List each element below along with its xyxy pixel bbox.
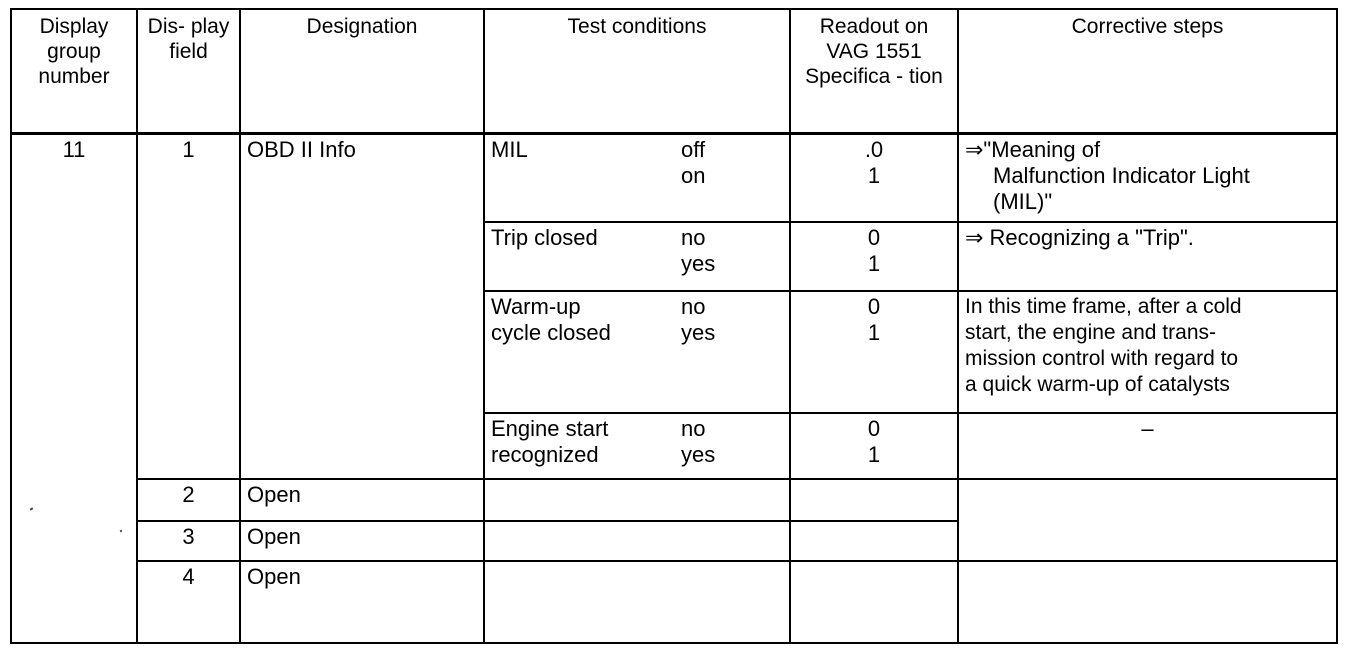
corrective-text: (MIL)" (993, 188, 1053, 214)
corrective-cell (958, 222, 1337, 291)
header-designation: Designation (240, 9, 484, 133)
field-cell (137, 521, 240, 561)
header-display-group-number: Display group number (11, 9, 137, 133)
field-number: 2 (182, 482, 195, 507)
condition-label: MIL (491, 136, 528, 162)
corrective-cell (958, 291, 1337, 413)
designation-cell (240, 521, 484, 561)
readout-value: 0 (867, 416, 881, 441)
corrective-text: ⇒ Recognizing a "Trip". (965, 225, 1194, 250)
corrective-text: mission control with regard to (965, 347, 1239, 370)
readout-cell-empty (790, 479, 958, 521)
corrective-text: ⇒"Meaning of (965, 136, 1101, 162)
corrective-cell (958, 133, 1337, 222)
test-condition-cell-empty (484, 479, 790, 521)
condition-label: Trip closed (491, 225, 598, 250)
readout-value: .0 (864, 136, 884, 162)
condition-label: Engine start (491, 416, 609, 441)
corrective-text: In this time frame, after a cold (965, 295, 1242, 318)
readout-cell (790, 133, 958, 222)
condition-label: Warm-up (491, 294, 581, 319)
table-row (11, 133, 1337, 222)
header-readout: Readout on VAG 1551 Specifica - tion (790, 9, 958, 133)
test-condition-cell (484, 133, 790, 222)
readout-value: 1 (867, 251, 881, 276)
field-cell (137, 479, 240, 521)
readout-value: 1 (867, 162, 881, 188)
test-condition-cell (484, 291, 790, 413)
designation-cell (240, 133, 484, 479)
test-condition-cell (484, 222, 790, 291)
condition-label: cycle closed (491, 320, 611, 345)
designation-cell (240, 561, 484, 643)
group-number: 11 (62, 136, 86, 162)
header-corrective-steps: Corrective steps (958, 9, 1337, 133)
group-number-cell (11, 133, 137, 643)
field-number: 4 (182, 564, 195, 589)
readout-cell-empty (790, 521, 958, 561)
condition-state: on (681, 162, 706, 188)
field-cell (137, 133, 240, 479)
condition-state: no (681, 294, 706, 319)
readout-cell (790, 291, 958, 413)
test-condition-cell-empty (484, 521, 790, 561)
corrective-text: Malfunction Indicator Light (993, 162, 1250, 188)
header-test-conditions: Test conditions (484, 9, 790, 133)
readout-cell-empty (790, 561, 958, 643)
corrective-cell-empty (958, 479, 1337, 561)
readout-cell (790, 222, 958, 291)
condition-state: no (681, 416, 706, 441)
corrective-text: start, the engine and trans- (965, 321, 1216, 344)
test-condition-cell-empty (484, 561, 790, 643)
test-condition-cell (484, 413, 790, 479)
corrective-cell (958, 413, 1337, 479)
header-row (11, 9, 1337, 133)
field-number: 1 (182, 136, 195, 162)
condition-state: off (681, 136, 706, 162)
header-display-field: Dis- play field (137, 9, 240, 133)
condition-state: no (681, 225, 706, 250)
condition-state: yes (681, 320, 716, 345)
designation-text: Open (247, 482, 301, 507)
table-row (11, 479, 1337, 521)
designation-text: OBD II Info (247, 136, 356, 162)
readout-value: 1 (867, 442, 881, 467)
readout-value: 1 (867, 320, 881, 345)
condition-state: yes (681, 251, 716, 276)
designation-cell (240, 479, 484, 521)
condition-label: recognized (491, 442, 599, 467)
field-cell (137, 561, 240, 643)
display-group-table (10, 8, 1338, 644)
designation-text: Open (247, 524, 301, 549)
readout-value: 0 (867, 294, 881, 319)
table-row (11, 561, 1337, 643)
field-number: 3 (182, 524, 195, 549)
corrective-text: a quick warm-up of catalysts (965, 373, 1230, 396)
readout-value: 0 (867, 225, 881, 250)
corrective-cell-empty (958, 561, 1337, 643)
condition-state: yes (681, 442, 716, 467)
corrective-text: – (1141, 416, 1154, 441)
designation-text: Open (247, 564, 301, 589)
readout-cell (790, 413, 958, 479)
